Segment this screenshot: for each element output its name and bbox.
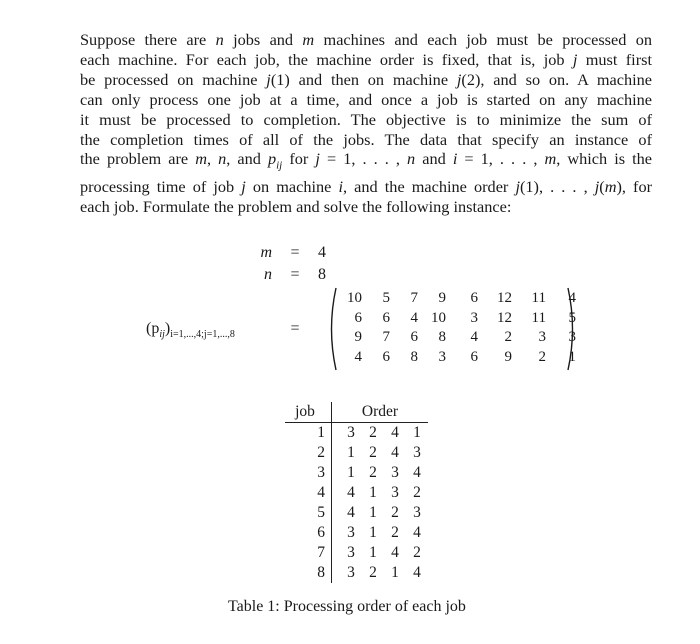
order-cell: 3: [391, 484, 399, 501]
matrix-cell: 11: [531, 309, 546, 326]
order-cell: 4: [413, 564, 421, 581]
matrix-cell: 10: [347, 290, 362, 307]
matrix-cell: 3: [438, 348, 446, 365]
p-label-close: ): [164, 320, 171, 337]
job-number: 4: [285, 483, 332, 503]
table-row: [285, 463, 428, 483]
order-cell: 4: [413, 464, 421, 481]
order-cell: 2: [391, 504, 399, 521]
n-label: n: [264, 266, 272, 283]
matrix-cell: 8: [438, 329, 446, 346]
statement-line: Suppose there are n jobs and m machines and each job must be processed on: [80, 30, 653, 49]
table-row: [285, 483, 428, 503]
order-cell: 1: [391, 564, 399, 581]
order-cell: 1: [369, 544, 377, 561]
order-cell: 4: [391, 424, 399, 441]
statement-line: be processed on machine j(1) and then on machine j(2), and so on. A machine: [80, 69, 653, 89]
order-cell: 2: [413, 484, 421, 501]
matrix-cell: 1: [568, 348, 576, 365]
matrix-cell: 5: [568, 309, 576, 326]
table-row: [285, 563, 428, 583]
matrix-cell: 6: [354, 309, 362, 326]
matrix-cell: 3: [470, 309, 478, 326]
order-cell: 3: [347, 524, 355, 541]
order-cell: 1: [413, 424, 421, 441]
order-cell: 1: [369, 524, 377, 541]
matrix-cell: 2: [538, 348, 546, 365]
table-row: [285, 443, 428, 463]
matrix-cell: 7: [410, 290, 418, 307]
order-cell: 2: [369, 444, 377, 461]
statement-line: the problem are m, n, and $p_{ij}$ for j = 1, . . . , n and i = 1, . . . , m, which is the: [80, 149, 653, 172]
right-paren: [566, 286, 578, 372]
order-table: [285, 402, 428, 583]
processing-time-matrix: [326, 286, 578, 372]
order-cell: 2: [369, 464, 377, 481]
order-cell: 1: [369, 484, 377, 501]
matrix-cell: 6: [470, 348, 478, 365]
table-row: [285, 423, 428, 444]
order-cell: 3: [347, 564, 355, 581]
table-row: [285, 503, 428, 523]
matrix-cell: 9: [438, 290, 446, 307]
order-cell: 3: [391, 464, 399, 481]
matrix-cell: 2: [504, 329, 512, 346]
left-paren: [326, 286, 338, 372]
matrix-row: [340, 328, 576, 348]
matrix-row: [340, 289, 576, 309]
matrix-cell: 10: [431, 309, 446, 326]
order-cell: 2: [391, 524, 399, 541]
job-number: 6: [285, 523, 332, 543]
order-cell: 1: [347, 444, 355, 461]
matrix-cell: 5: [382, 290, 390, 307]
m-label: m: [260, 244, 272, 261]
matrix-row: [340, 309, 576, 329]
matrix-cell: 6: [470, 290, 478, 307]
header-order: Order: [332, 402, 429, 423]
matrix-cell: 3: [568, 329, 576, 346]
statement-line: the completion times of all of the jobs. The data that specify an instance of: [80, 129, 652, 149]
n-equals: =: [290, 266, 300, 283]
header-job: job: [285, 402, 332, 423]
p-label-open: (p: [146, 320, 160, 337]
order-cell: 3: [413, 444, 421, 461]
p-matrix-label: [146, 320, 235, 340]
job-number: 3: [285, 463, 332, 483]
order-cell: 1: [369, 504, 377, 521]
n-value: 8: [318, 266, 326, 283]
order-cell: 4: [391, 544, 399, 561]
m-equals: =: [290, 244, 300, 261]
table-row: [285, 543, 428, 563]
order-cell: 3: [347, 544, 355, 561]
table-row: [285, 523, 428, 543]
order-cell: 2: [369, 564, 377, 581]
statement-line: each machine. For each job, the machine order is fixed, that is, job j must first: [80, 49, 652, 69]
matrix-cell: 4: [568, 290, 576, 307]
problem-statement: [80, 30, 652, 216]
matrix-cell: 3: [538, 329, 546, 346]
matrix-cell: 12: [497, 309, 512, 326]
matrix-cell: 6: [410, 329, 418, 346]
order-cell: 4: [347, 504, 355, 521]
matrix-cell: 8: [410, 348, 418, 365]
matrix-cell: 4: [410, 309, 418, 326]
order-cell: 4: [391, 444, 399, 461]
order-cell: 4: [347, 484, 355, 501]
order-cell: 1: [347, 464, 355, 481]
statement-line: it must be processed to completion. The objective is to minimize the sum of: [80, 109, 652, 129]
p-label-index: i=1,...,4;j=1,...,8: [170, 329, 235, 341]
p-equals: =: [290, 320, 300, 337]
order-cell: 4: [413, 524, 421, 541]
job-number: 2: [285, 443, 332, 463]
matrix-cell: 9: [504, 348, 512, 365]
matrix-cell: 12: [497, 290, 512, 307]
order-cell: 2: [413, 544, 421, 561]
job-number: 5: [285, 503, 332, 523]
matrix-table: [340, 289, 576, 367]
matrix-cell: 6: [382, 309, 390, 326]
matrix-row: [340, 348, 576, 368]
job-number: 8: [285, 563, 332, 583]
m-value: 4: [318, 244, 326, 261]
order-cell: 2: [369, 424, 377, 441]
statement-line: each job. Formulate the problem and solve the following instance:: [80, 196, 512, 216]
p-label-ij: ij: [159, 329, 165, 341]
order-cell: 3: [347, 424, 355, 441]
order-cell: 3: [413, 504, 421, 521]
matrix-cell: 11: [531, 290, 546, 307]
statement-line: can only process one job at a time, and once a job is started on any machine: [80, 89, 652, 109]
job-number: 1: [285, 423, 332, 444]
matrix-cell: 9: [354, 329, 362, 346]
matrix-cell: 7: [382, 329, 390, 346]
table-caption: Table 1: Processing order of each job: [228, 598, 466, 615]
matrix-cell: 6: [382, 348, 390, 365]
job-number: 7: [285, 543, 332, 563]
statement-line: processing time of job j on machine i, and the machine order j(1), . . . , j(m), for: [80, 176, 653, 196]
matrix-cell: 4: [354, 348, 362, 365]
matrix-cell: 4: [470, 329, 478, 346]
